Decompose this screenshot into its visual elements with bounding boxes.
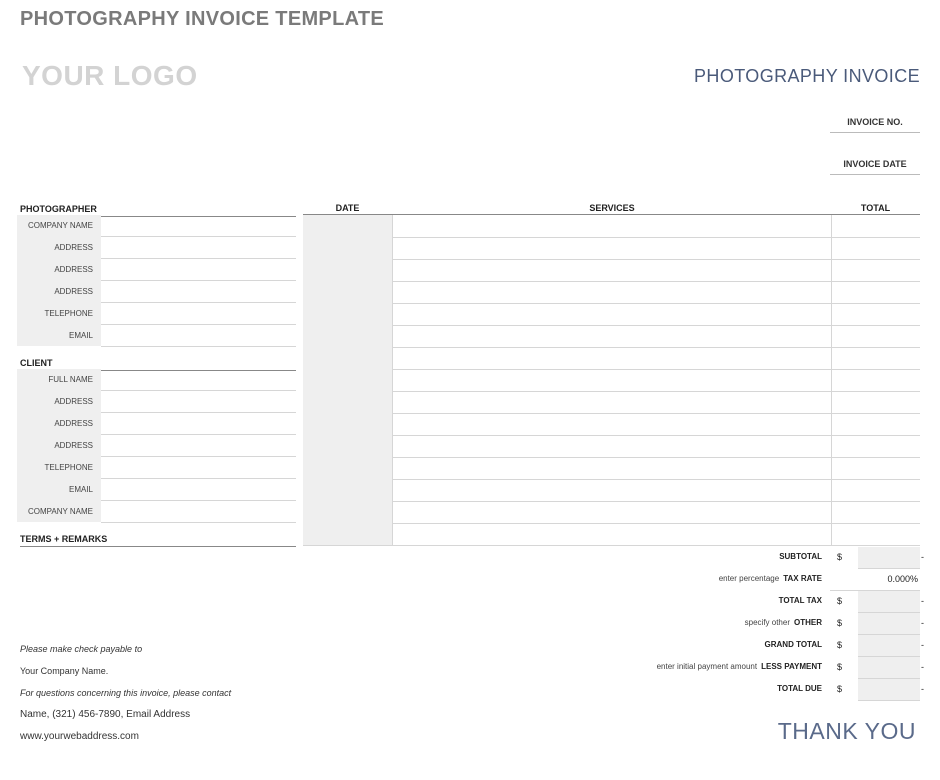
summary-hint: enter initial payment amount xyxy=(656,662,758,671)
total-header: TOTAL xyxy=(860,203,891,213)
total-cell[interactable] xyxy=(832,347,920,369)
summary-label-text: TOTAL TAX xyxy=(778,596,822,605)
footer-website: www.yourwebaddress.com xyxy=(20,731,139,742)
total-cell[interactable] xyxy=(832,281,920,303)
photographer-field-label: TELEPHONE xyxy=(44,309,93,318)
date-cell[interactable] xyxy=(303,369,393,391)
photographer-field-input[interactable] xyxy=(101,258,296,259)
date-cell[interactable] xyxy=(303,325,393,347)
summary-value-cell[interactable] xyxy=(858,657,920,679)
total-cell[interactable] xyxy=(832,479,920,501)
summary-label xyxy=(779,552,822,561)
terms-heading: TERMS + REMARKS xyxy=(20,534,296,547)
table-row xyxy=(303,237,920,260)
currency-symbol: $ xyxy=(837,640,843,650)
summary-value: - xyxy=(921,596,924,606)
services-cell[interactable] xyxy=(393,347,832,369)
client-field-label: COMPANY NAME xyxy=(27,507,93,516)
summary-value-cell[interactable] xyxy=(858,547,920,569)
total-cell[interactable] xyxy=(832,215,920,237)
services-cell[interactable] xyxy=(393,479,832,501)
services-cell[interactable] xyxy=(393,413,832,435)
date-cell[interactable] xyxy=(303,303,393,325)
summary-label-text: TOTAL DUE xyxy=(777,684,822,693)
thank-you-text: THANK YOU xyxy=(777,718,916,744)
total-cell[interactable] xyxy=(832,501,920,523)
summary-value: - xyxy=(921,640,924,650)
client-field-input[interactable] xyxy=(101,522,296,523)
table-row xyxy=(303,215,920,238)
total-cell[interactable] xyxy=(832,391,920,413)
total-cell[interactable] xyxy=(832,237,920,259)
services-cell[interactable] xyxy=(393,523,832,545)
services-cell[interactable] xyxy=(393,435,832,457)
services-cell[interactable] xyxy=(393,325,832,347)
summary-hint: enter percentage xyxy=(718,574,780,583)
client-field-label: ADDRESS xyxy=(54,441,93,450)
photographer-field-label: EMAIL xyxy=(68,331,93,340)
summary-label xyxy=(745,618,822,627)
client-field-input[interactable] xyxy=(101,456,296,457)
table-row xyxy=(303,391,920,414)
table-row xyxy=(303,479,920,502)
date-cell[interactable] xyxy=(303,215,393,237)
logo-placeholder: YOUR LOGO xyxy=(22,60,198,91)
summary-label-text: GRAND TOTAL xyxy=(764,640,822,649)
services-cell[interactable] xyxy=(393,391,832,413)
date-cell[interactable] xyxy=(303,479,393,501)
client-field-input[interactable] xyxy=(101,434,296,435)
photographer-field-input[interactable] xyxy=(101,302,296,303)
date-header: DATE xyxy=(335,203,360,213)
summary-label-text: SUBTOTAL xyxy=(779,552,822,561)
table-row xyxy=(303,501,920,524)
services-cell[interactable] xyxy=(393,303,832,325)
currency-symbol: $ xyxy=(837,618,843,628)
date-cell[interactable] xyxy=(303,347,393,369)
services-header: SERVICES xyxy=(589,203,635,213)
footer-questions-note: For questions concerning this invoice, please contact xyxy=(20,688,232,698)
total-cell[interactable] xyxy=(832,523,920,545)
total-cell[interactable] xyxy=(832,369,920,391)
date-cell[interactable] xyxy=(303,413,393,435)
photographer-field-input[interactable] xyxy=(101,346,296,347)
table-row xyxy=(303,281,920,304)
summary-value-cell[interactable] xyxy=(858,679,920,701)
photographer-heading: PHOTOGRAPHER xyxy=(20,204,296,217)
client-field-label: ADDRESS xyxy=(54,419,93,428)
total-cell[interactable] xyxy=(832,457,920,479)
client-field-label: ADDRESS xyxy=(54,397,93,406)
total-cell[interactable] xyxy=(832,259,920,281)
summary-label-text: TAX RATE xyxy=(783,574,822,583)
summary-value: 0.000% xyxy=(887,574,918,584)
total-cell[interactable] xyxy=(832,325,920,347)
photographer-field-label: ADDRESS xyxy=(54,287,93,296)
footer-company-name: Your Company Name. xyxy=(20,666,109,676)
date-cell[interactable] xyxy=(303,281,393,303)
currency-symbol: $ xyxy=(837,552,843,562)
currency-symbol: $ xyxy=(837,684,843,694)
total-cell[interactable] xyxy=(832,435,920,457)
invoice-date-label[interactable]: INVOICE DATE xyxy=(830,159,920,175)
client-field-input[interactable] xyxy=(101,478,296,479)
table-row xyxy=(303,259,920,282)
table-row xyxy=(303,413,920,436)
footer-contact: Name, (321) 456-7890, Email Address xyxy=(20,709,191,720)
table-row xyxy=(303,369,920,392)
table-row xyxy=(303,523,920,546)
summary-label xyxy=(657,662,822,671)
client-field-label: FULL NAME xyxy=(48,375,93,384)
summary-label xyxy=(719,574,822,583)
date-cell[interactable] xyxy=(303,259,393,281)
services-cell[interactable] xyxy=(393,281,832,303)
table-row xyxy=(303,347,920,370)
page-title: PHOTOGRAPHY INVOICE TEMPLATE xyxy=(20,8,384,30)
table-row xyxy=(303,457,920,480)
summary-label-text: LESS PAYMENT xyxy=(761,662,822,671)
client-heading: CLIENT xyxy=(20,358,296,371)
currency-symbol: $ xyxy=(837,596,843,606)
summary-label-text: OTHER xyxy=(794,618,822,627)
services-cell[interactable] xyxy=(393,259,832,281)
client-field-input[interactable] xyxy=(101,390,296,391)
total-cell[interactable] xyxy=(832,413,920,435)
client-field-label: TELEPHONE xyxy=(44,463,93,472)
summary-value-cell[interactable] xyxy=(858,613,920,635)
invoice-number-label[interactable]: INVOICE NO. xyxy=(830,117,920,133)
total-cell[interactable] xyxy=(832,303,920,325)
client-field-input[interactable] xyxy=(101,412,296,413)
date-cell[interactable] xyxy=(303,237,393,259)
table-row xyxy=(303,325,920,348)
summary-label xyxy=(765,640,822,649)
services-cell[interactable] xyxy=(393,237,832,259)
currency-symbol: $ xyxy=(837,662,843,672)
photographer-field-input[interactable] xyxy=(101,280,296,281)
photographer-field-label: ADDRESS xyxy=(54,265,93,274)
date-cell[interactable] xyxy=(303,457,393,479)
photographer-field-label: COMPANY NAME xyxy=(27,221,93,230)
client-field-input[interactable] xyxy=(101,500,296,501)
date-cell[interactable] xyxy=(303,523,393,545)
summary-value: - xyxy=(921,618,924,628)
client-field-label: EMAIL xyxy=(68,485,93,494)
date-cell[interactable] xyxy=(303,391,393,413)
services-cell[interactable] xyxy=(393,501,832,523)
services-cell[interactable] xyxy=(393,369,832,391)
photographer-label-column xyxy=(17,215,101,346)
summary-value: - xyxy=(921,684,924,694)
summary-value-cell[interactable] xyxy=(858,591,920,613)
summary-value: - xyxy=(921,662,924,672)
summary-value-cell[interactable] xyxy=(858,635,920,657)
table-row xyxy=(303,303,920,326)
summary-label xyxy=(777,684,822,693)
footer-payable-note: Please make check payable to xyxy=(20,644,143,654)
summary-label xyxy=(779,596,822,605)
photographer-field-input[interactable] xyxy=(101,324,296,325)
table-row xyxy=(303,435,920,458)
photographer-field-label: ADDRESS xyxy=(54,243,93,252)
services-cell[interactable] xyxy=(393,215,832,237)
invoice-title: PHOTOGRAPHY INVOICE xyxy=(694,66,920,86)
date-cell[interactable] xyxy=(303,501,393,523)
services-cell[interactable] xyxy=(393,457,832,479)
date-cell[interactable] xyxy=(303,435,393,457)
summary-hint: specify other xyxy=(744,618,790,627)
summary-value: - xyxy=(921,552,924,562)
photographer-field-input[interactable] xyxy=(101,236,296,237)
